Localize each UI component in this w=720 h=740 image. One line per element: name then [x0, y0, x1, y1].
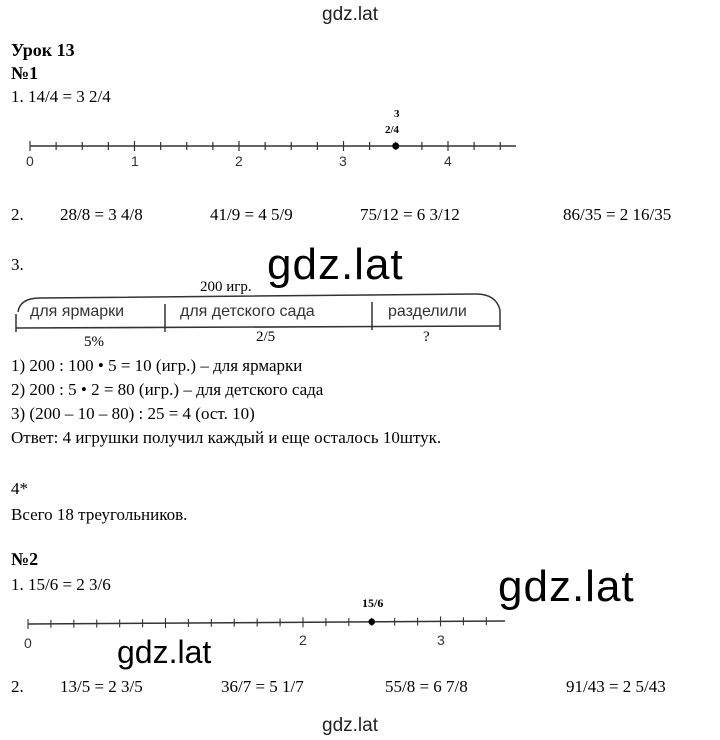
diagram-segment-fair: для ярмарки: [30, 303, 125, 320]
numberline2-tick-label: 3: [437, 632, 445, 648]
answer-line: Ответ: 4 игрушки получил каждый и еще осталось 10штук.: [11, 428, 442, 447]
task1-item2-expr: 75/12 = 6 3/12: [360, 205, 460, 224]
diagram-segment-divided: разделили: [388, 303, 467, 320]
solution-step: 3) (200 – 10 – 80) : 25 = 4 (ост. 10): [11, 404, 255, 423]
task1-item1: 1. 14/4 = 3 2/4: [11, 87, 111, 106]
numberline2-tick-label: 2: [299, 632, 307, 648]
numberline2-tick-label: 0: [24, 635, 32, 651]
task1-item4-text: Всего 18 треугольников.: [11, 505, 188, 524]
numberline1-point: [392, 143, 399, 150]
task1-item2-expr: 41/9 = 4 5/9: [210, 205, 293, 224]
numberline1-point-top: 3: [394, 108, 400, 120]
watermark-top: gdz.lat: [322, 4, 378, 25]
numberline2-point: [368, 619, 375, 626]
diagram-fraction-fair: 5%: [84, 334, 104, 350]
solution-step: 1) 200 : 100 • 5 = 10 (игр.) – для ярмарки: [11, 356, 303, 375]
task1-item2-expr: 28/8 = 3 4/8: [60, 205, 143, 224]
numberline1-point-bottom: 2/4: [385, 124, 400, 136]
task2-item1: 1. 15/6 = 2 3/6: [11, 575, 111, 594]
lesson-title: Урок 13: [11, 40, 75, 60]
task2-number: №2: [11, 549, 39, 569]
task1-item2-index: 2.: [11, 205, 24, 224]
numberline1-tick-label: 2: [235, 153, 243, 169]
task2-item2-expr: 36/7 = 5 1/7: [221, 677, 304, 696]
numberline1-tick-label: 4: [444, 153, 452, 169]
diagram-fraction-divided: ?: [423, 329, 430, 345]
numberline1-tick-label: 1: [131, 153, 139, 169]
diagram-baseline: [16, 326, 500, 328]
diagram-segment-kindergarten: для детского сада: [180, 303, 315, 320]
task1-item4-index: 4*: [11, 479, 28, 498]
task1-item3-index: 3.: [11, 255, 24, 274]
task2-item2-expr: 91/43 = 2 5/43: [566, 677, 666, 696]
task2-item2-expr: 13/5 = 2 3/5: [60, 677, 143, 696]
diagram-fraction-kindergarten: 2/5: [256, 329, 276, 345]
numberline1-tick-label: 0: [26, 153, 34, 169]
watermark-bottom: gdz.lat: [322, 715, 378, 736]
task2-item2-expr: 55/8 = 6 7/8: [385, 677, 468, 696]
numberline2-axis: [28, 621, 505, 624]
watermark-mid: gdz.lat: [117, 634, 212, 670]
diagram-total: 200 игр.: [200, 279, 252, 295]
task1-item2-expr: 86/35 = 2 16/35: [563, 205, 672, 224]
watermark-big-2: gdz.lat: [498, 562, 635, 611]
task1-number: №1: [11, 63, 39, 83]
task2-item2-index: 2.: [11, 677, 24, 696]
numberline2-point-label: 15/6: [362, 596, 384, 610]
solution-step: 2) 200 : 5 • 2 = 80 (игр.) – для детского сада: [11, 380, 324, 399]
watermark-big-1: gdz.lat: [267, 240, 404, 289]
numberline1-tick-label: 3: [339, 153, 347, 169]
